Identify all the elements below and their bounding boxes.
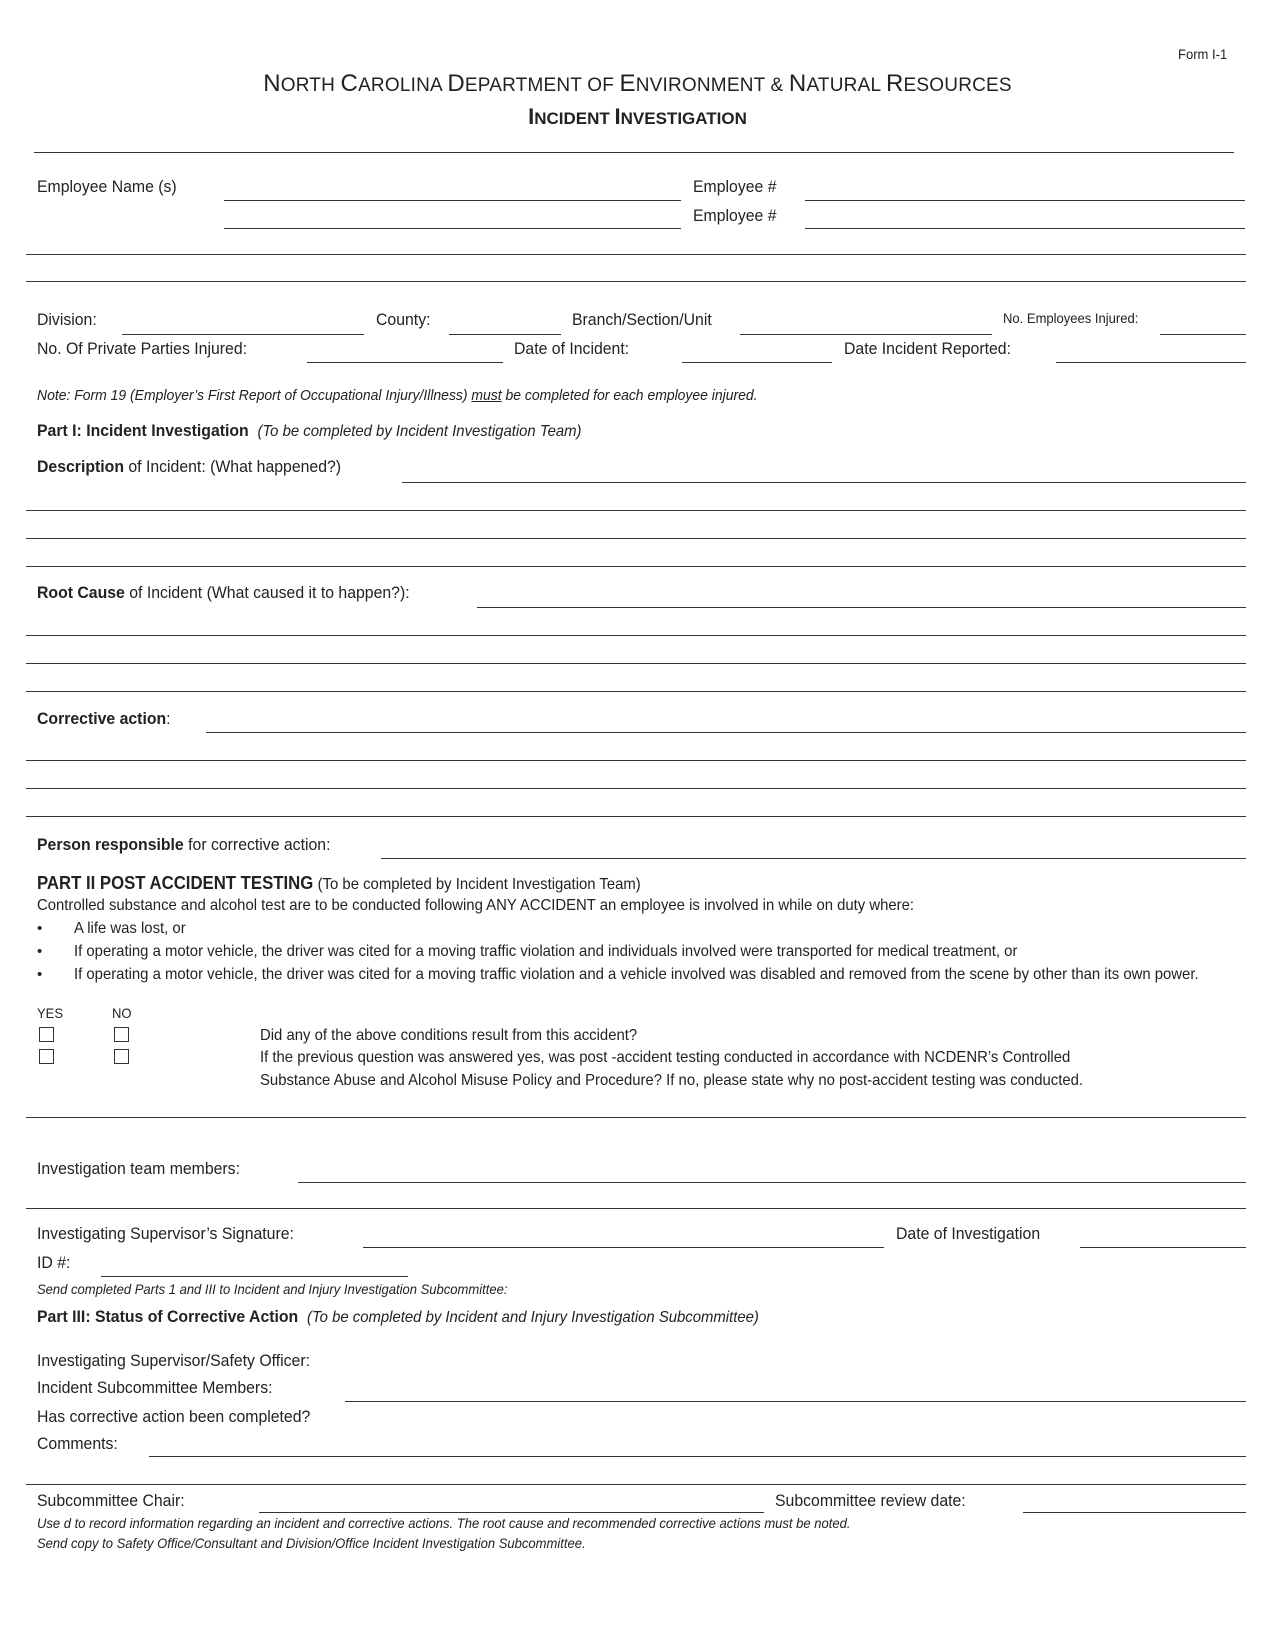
employee-name-label: Employee Name (s) [37, 177, 177, 196]
date-of-investigation-field[interactable] [1080, 1247, 1246, 1248]
subcommittee-members-field[interactable] [345, 1401, 1246, 1402]
corrective-completed-label: Has corrective action been completed? [37, 1407, 311, 1426]
q1-yes-checkbox[interactable] [39, 1027, 54, 1042]
bullet-icon: • [37, 943, 43, 960]
id-label: ID #: [37, 1253, 71, 1272]
divider [26, 1208, 1246, 1209]
person-responsible-field[interactable] [381, 858, 1246, 859]
corrective-action-field-1[interactable] [206, 732, 1246, 733]
date-reported-field[interactable] [1056, 362, 1246, 363]
person-responsible-label: Person responsible for corrective action: [37, 835, 331, 854]
part1-heading: Part I: Incident Investigation [37, 421, 249, 440]
part3-heading: Part III: Status of Corrective Action [37, 1307, 299, 1326]
description-field-3[interactable] [26, 538, 1246, 539]
footer-note-1: Use d to record information regarding an incident and corrective actions. The root cause and recommended corrective actions must be noted. [37, 1515, 851, 1531]
subcommittee-members-label: Incident Subcommittee Members: [37, 1378, 273, 1397]
review-date-label: Subcommittee review date: [775, 1491, 966, 1510]
division-label: Division: [37, 310, 97, 329]
form-id: Form I-1 [1178, 46, 1228, 62]
question-2-line-1: If the previous question was answered yes, was post -accident testing conducted in accordance with NCDENR’s Controlled [260, 1049, 1071, 1066]
bullet-icon: • [37, 920, 43, 937]
supervisor-signature-label: Investigating Supervisor’s Signature: [37, 1224, 294, 1243]
branch-field[interactable] [740, 334, 992, 335]
root-cause-field-4[interactable] [26, 691, 1246, 692]
bullet-icon: • [37, 966, 43, 983]
description-field-1[interactable] [402, 482, 1246, 483]
root-cause-field-1[interactable] [477, 607, 1246, 608]
condition-item: If operating a motor vehicle, the driver was cited for a moving traffic violation and a vehicle involved was disabled and removed from the scene by other than its own power. [74, 966, 1199, 983]
form19-note: Note: Form 19 (Employer’s First Report of Occupational Injury/Illness) must be completed for each employee injured. [37, 387, 758, 404]
no-column-label: NO [112, 1005, 132, 1021]
employee-number-label-2: Employee # [693, 206, 777, 225]
county-field[interactable] [449, 334, 561, 335]
part2-subheading: (To be completed by Incident Investigation Team) [317, 876, 641, 893]
part3-heading-row [37, 1308, 759, 1326]
form-title: INCIDENT INVESTIGATION [528, 104, 747, 129]
divider [26, 281, 1246, 282]
part1-subheading: (To be completed by Incident Investigation Team) [257, 423, 582, 440]
q1-no-checkbox[interactable] [114, 1027, 129, 1042]
root-cause-field-3[interactable] [26, 663, 1246, 664]
supervisor-signature-field[interactable] [363, 1247, 884, 1248]
subcommittee-chair-field[interactable] [259, 1512, 764, 1513]
q2-no-checkbox[interactable] [114, 1049, 129, 1064]
review-date-field[interactable] [1023, 1512, 1246, 1513]
team-members-field[interactable] [298, 1182, 1246, 1183]
subcommittee-chair-label: Subcommittee Chair: [37, 1491, 185, 1510]
post-testing-answer-field[interactable] [26, 1117, 1246, 1118]
condition-item: If operating a motor vehicle, the driver was cited for a moving traffic violation and individuals involved were transported for medical treatment, or [74, 943, 1018, 960]
employees-injured-field[interactable] [1160, 334, 1246, 335]
description-label: Description of Incident: (What happened?) [37, 457, 342, 476]
root-cause-label: Root Cause of Incident (What caused it to happen?): [37, 583, 410, 602]
footer-note-2: Send copy to Safety Office/Consultant and Division/Office Incident Investigation Subcommittee. [37, 1535, 586, 1551]
yes-column-label: YES [37, 1005, 64, 1021]
comments-field-2[interactable] [26, 1484, 1246, 1485]
comments-label: Comments: [37, 1434, 118, 1453]
id-field[interactable] [101, 1276, 408, 1277]
division-field[interactable] [122, 334, 364, 335]
description-field-4[interactable] [26, 566, 1246, 567]
description-field-2[interactable] [26, 510, 1246, 511]
county-label: County: [376, 310, 431, 329]
part3-subheading: (To be completed by Incident and Injury Investigation Subcommittee) [307, 1309, 759, 1326]
question-1: Did any of the above conditions result from this accident? [260, 1027, 638, 1044]
branch-label: Branch/Section/Unit [572, 310, 712, 329]
header-rule [34, 152, 1234, 153]
root-cause-field-2[interactable] [26, 635, 1246, 636]
corrective-action-field-4[interactable] [26, 816, 1246, 817]
part2-intro: Controlled substance and alcohol test are to be conducted following ANY ACCIDENT an employee is involved in while on duty where: [37, 897, 915, 914]
send-parts-note: Send completed Parts 1 and III to Incident and Injury Investigation Subcommittee: [37, 1281, 508, 1297]
q2-yes-checkbox[interactable] [39, 1049, 54, 1064]
employee-number-label-1: Employee # [693, 177, 777, 196]
date-of-incident-field[interactable] [682, 362, 832, 363]
date-of-incident-label: Date of Incident: [514, 339, 630, 358]
question-2-line-2: Substance Abuse and Alcohol Misuse Policy and Procedure? If no, please state why no post-accident testing was conducted. [260, 1072, 1084, 1089]
comments-field[interactable] [149, 1456, 1246, 1457]
private-parties-field[interactable] [307, 362, 503, 363]
divider [26, 254, 1246, 255]
part1-heading-row [37, 422, 581, 440]
corrective-action-field-3[interactable] [26, 788, 1246, 789]
employees-injured-label: No. Employees Injured: [1003, 310, 1139, 326]
corrective-action-field-2[interactable] [26, 760, 1246, 761]
date-reported-label: Date Incident Reported: [844, 339, 1011, 358]
employee-number-field-2[interactable] [805, 228, 1245, 229]
part2-heading: PART II POST ACCIDENT TESTING [37, 873, 314, 893]
employee-name-field-2[interactable] [224, 228, 681, 229]
employee-name-field-1[interactable] [224, 200, 681, 201]
team-members-label: Investigation team members: [37, 1159, 240, 1178]
part2-heading-row [37, 874, 641, 893]
corrective-action-label: Corrective action: [37, 709, 171, 728]
department-title: NORTH CAROLINA DEPARTMENT OF ENVIRONMENT & NATURAL RESOURCES [263, 70, 1012, 97]
employee-number-field-1[interactable] [805, 200, 1245, 201]
date-of-investigation-label: Date of Investigation [896, 1224, 1041, 1243]
condition-item: A life was lost, or [74, 920, 186, 937]
private-parties-label: No. Of Private Parties Injured: [37, 339, 248, 358]
supervisor-safety-officer-label: Investigating Supervisor/Safety Officer: [37, 1351, 311, 1370]
